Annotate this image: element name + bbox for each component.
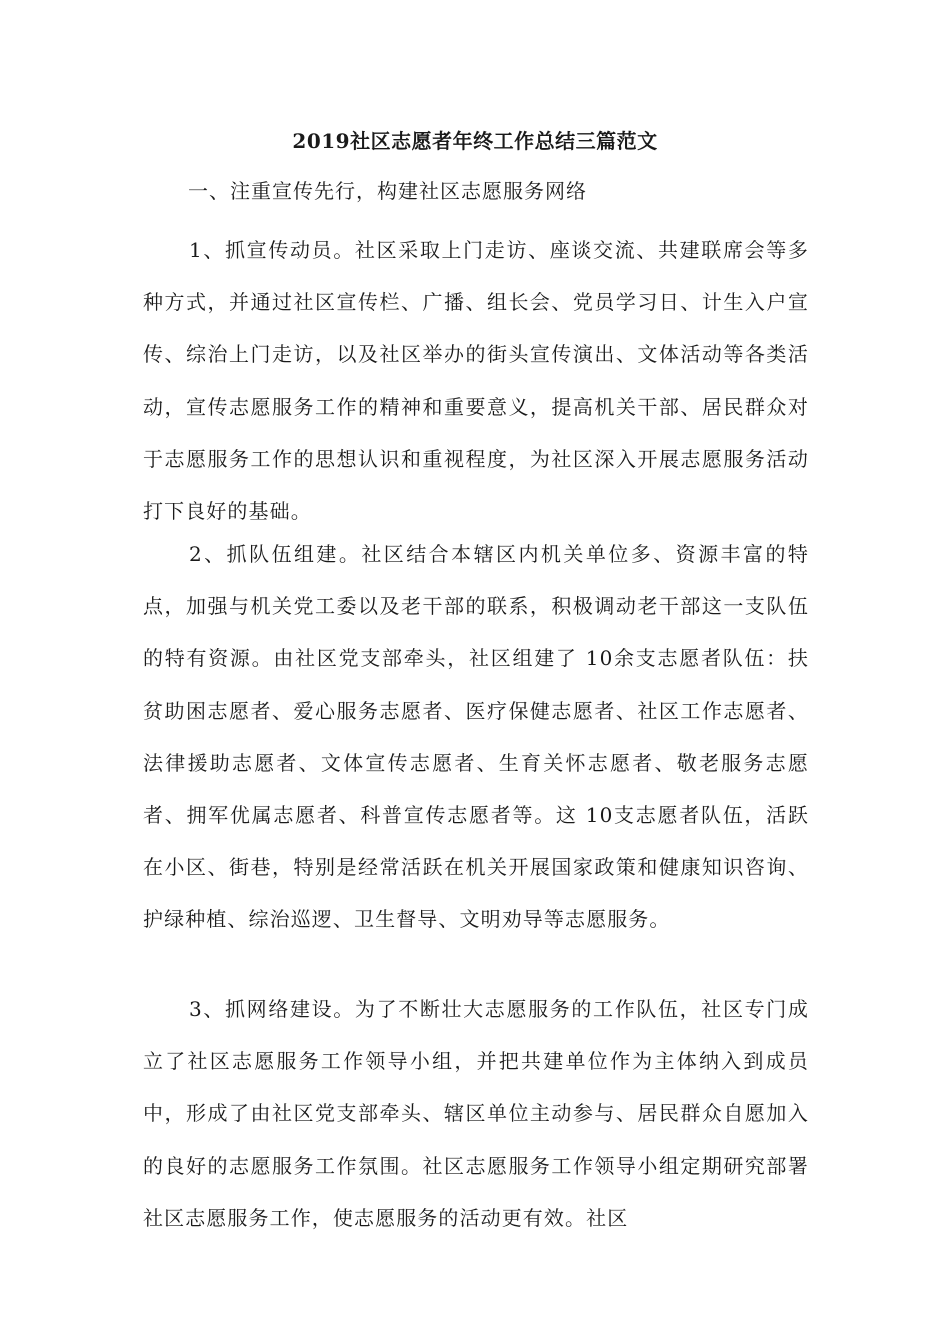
document-title: 2019社区志愿者年终工作总结三篇范文 bbox=[292, 129, 658, 153]
paragraph-3: 3、抓网络建设。为了不断壮大志愿服务的工作队伍，社区专门成立了社区志愿服务工作领导小组，并把共建单位作为主体纳入到成员中，形成了由社区党支部牵头、辖区单位主动参与、居民群众自愿加入的良好的志愿服务工作氛围。社区志愿服务工作领导小组定期研究部署社区志愿服务工作，使志愿服务的活动更有效。社区 bbox=[143, 997, 809, 1230]
paragraph-1: 1、抓宣传动员。社区采取上门走访、座谈交流、共建联席会等多种方式，并通过社区宣传栏、广播、组长会、党员学习日、计生入户宣传、综治上门走访，以及社区举办的街头宣传演出、文体活动等各类活动，宣传志愿服务工作的精神和重要意义，提高机关干部、居民群众对于志愿服务工作的思想认识和重视程度，为社区深入开展志愿服务活动打下良好的基础。 bbox=[143, 238, 809, 524]
paragraph-2: 2、抓队伍组建。社区结合本辖区内机关单位多、资源丰富的特点，加强与机关党工委以及老干部的联系，积极调动老干部这一支队伍的特有资源。由社区党支部牵头，社区组建了 10余支志愿者队伍：扶贫助困志愿者、爱心服务志愿者、医疗保健志愿者、社区工作志愿者、法律援助志愿者、文体宣传志愿者、生育关怀志愿者、敬老服务志愿者、拥军优属志愿者、科普宣传志愿者等。这 10支志愿者队伍，活跃在小区、街巷，特别是经常活跃在机关开展国家政策和健康知识咨询、护绿种植、综治巡逻、卫生督导、文明劝导等志愿服务。 bbox=[143, 542, 809, 932]
section-heading: 一、注重宣传先行，构建社区志愿服务网络 bbox=[188, 179, 587, 203]
